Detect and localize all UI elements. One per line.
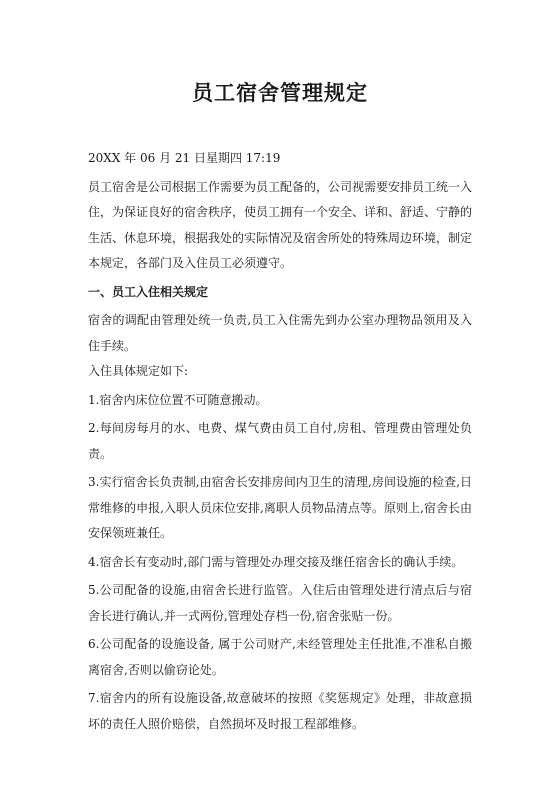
date-line: 20XX 年 06 月 21 日星期四 17:19 [88, 151, 281, 165]
rule-item: 6.公司配备的设施设备, 属于公司财产,未经管理处主任批准,不准私自搬离宿舍,否则以偷窃论处。 [88, 637, 472, 677]
rule-item: 7.宿舍内的所有设施设备,故意破坏的按照《奖惩规定》处理，非故意损坏的责任人照价赔偿，自然损坏及时报工程部维修。 [88, 691, 472, 731]
document-body [88, 146, 472, 737]
section-paragraph: 入住具体规定如下: [88, 364, 189, 378]
rule-item: 5.公司配备的设施,由宿舍长进行监管。入住后由管理处进行清点后与宿舍长进行确认,并一式两份,管理处存档一份,宿舍张贴一份。 [88, 583, 472, 623]
section-paragraph: 宿舍的调配由管理处统一负责,员工入住需先到办公室办理物品领用及入住手续。 [88, 313, 472, 353]
rule-item: 4.宿舍长有变动时,部门需与管理处办理交接及继任宿舍长的确认手续。 [88, 554, 464, 569]
document-title: 员工宿舍管理规定 [192, 80, 368, 105]
intro-paragraph: 员工宿舍是公司根据工作需要为员工配备的，公司视需要安排员工统一入住，为保证良好的宿舍秩序，使员工拥有一个安全、详和、舒适、宁静的生活、休息环境，根据我处的实际情况及宿舍所处的特殊周边环境，制定本规定，各部门及入住员工必须遵守。 [88, 179, 473, 270]
rule-item: 2.每间房每月的水、电费、煤气费由员工自付,房租、管理费由管理处负责。 [88, 421, 472, 461]
section-heading: 一、员工入住相关规定 [88, 284, 209, 299]
rule-item: 3.实行宿舍长负责制,由宿舍长安排房间内卫生的清理,房间设施的检查,日常维修的申报,入职人员床位安排,离职人员物品清点等。原则上,宿舍长由安保领班兼任。 [88, 475, 472, 540]
rule-item: 1.宿舍内床位位置不可随意搬动。 [88, 392, 268, 407]
